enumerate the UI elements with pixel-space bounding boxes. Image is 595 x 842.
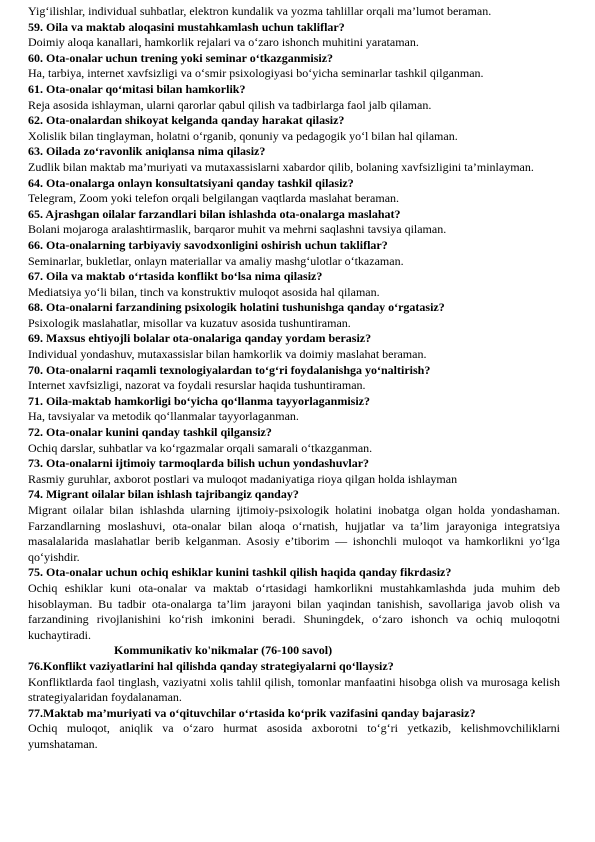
answer-paragraph: Ochiq muloqot, aniqlik va o‘zaro hurmat asosida axborotni to‘g‘ri yetkazib, kelishmovchiliklarni yumshataman. [28,721,560,751]
question-heading: 65. Ajrashgan oilalar farzandlari bilan ishlashda ota-onalarga maslahat? [28,206,401,221]
answer-paragraph: Ha, tavsiyalar va metodik qo‘llanmalar tayyorlaganman. [28,409,299,424]
section-heading: Kommunikativ ko'nikmalar (76-100 savol) [114,643,333,658]
question-heading: 60. Ota-onalar uchun trening yoki seminar o‘tkazganmisiz? [28,50,334,65]
answer-paragraph: Ochiq darslar, suhbatlar va ko‘rgazmalar orqali samarali o‘tkazganman. [28,440,373,455]
answer-paragraph: Ha, tarbiya, internet xavfsizligi va o‘smir psixologiyasi bo‘yicha seminarlar tashkil qilganman. [28,66,484,81]
answer-paragraph: Konfliktlarda faol tinglash, vaziyatni xolis tahlil qilish, tomonlar manfaatini hisobga olish va murosaga kelish strategiyalaridan foydalanaman. [28,674,560,705]
answer-paragraph: Rasmiy guruhlar, axborot postlari va muloqot madaniyatiga rioya qilgan holda ishlayman [28,471,458,486]
answer-paragraph: Individual yondashuv, mutaxassislar bilan hamkorlik va doimiy maslahat beraman. [28,347,427,362]
answer-paragraph: Reja asosida ishlayman, ularni qarorlar qabul qilish va tadbirlarga faol jalb qilaman. [28,97,432,112]
question-heading: 77.Maktab ma’muriyati va o‘qituvchilar o‘rtasida ko‘prik vazifasini qanday bajarasiz? [28,705,476,720]
answer-paragraph: Yig‘ilishlar, individual suhbatlar, elektron kundalik va yozma tahlillar orqali ma’lumot beraman. [28,4,492,18]
document-page [28,4,560,753]
question-heading: 73. Ota-onalarni ijtimoiy tarmoqlarda bilish uchun yondashuvlar? [28,456,370,471]
answer-paragraph: Xolislik bilan tinglayman, holatni o‘rganib, qonuniy va pedagogik yo‘l bilan hal qilaman. [28,128,458,143]
question-heading: 59. Oila va maktab aloqasini mustahkamlash uchun takliflar? [28,19,345,34]
answer-paragraph: Ochiq eshiklar kuni ota-onalar va maktab o‘rtasidagi hamkorlikni mustahkamlashda juda muhim deb hisoblayman. Bu tadbir ota-onalarga ta’lim jarayoni bilan yaqindan tanishish, savollariga javob olish va farzandining rivojlanishini ko‘rish imkonini beradi. Shuningdek, o‘zaro ishonch va ochiq muloqotni kuchaytiradi. [28,580,560,642]
question-heading: 72. Ota-onalar kunini qanday tashkil qilgansiz? [28,425,272,440]
question-heading: 62. Ota-onalardan shikoyat kelganda qanday harakat qilasiz? [28,113,345,128]
answer-paragraph: Bolani mojaroga aralashtirmaslik, barqaror muhit va mehrni saqlashni tavsiya qilaman. [28,222,447,237]
question-heading: 63. Oilada zo‘ravonlik aniqlansa nima qilasiz? [28,144,266,159]
question-heading: 74. Migrant oilalar bilan ishlash tajribangiz qanday? [28,487,299,502]
question-heading: 66. Ota-onalarning tarbiyaviy savodxonligini oshirish uchun takliflar? [28,237,388,252]
answer-paragraph: Telegram, Zoom yoki telefon orqali belgilangan vaqtlarda maslahat beraman. [28,191,400,206]
question-heading: 75. Ota-onalar uchun ochiq eshiklar kunini tashkil qilish haqida qanday fikrdasiz? [28,565,452,580]
question-heading: 68. Ota-onalarni farzandining psixologik holatini tushunishga qanday o‘rgatasiz? [28,300,445,315]
question-heading: 67. Oila va maktab o‘rtasida konflikt bo‘lsa nima qilasiz? [28,269,323,284]
question-heading: 70. Ota-onalarni raqamli texnologiyalardan to‘g‘ri foydalanishga yo‘naltirish? [28,362,431,377]
answer-paragraph: Seminarlar, bukletlar, onlayn materiallar va amaliy mashg‘ulotlar o‘tkazaman. [28,253,404,268]
answer-paragraph: Doimiy aloqa kanallari, hamkorlik rejalari va o‘zaro ishonch muhitini yarataman. [28,35,419,50]
answer-paragraph: Migrant oilalar bilan ishlashda ularning ijtimoiy-psixologik holatini inobatga olgan holda yondashaman. Farzandlarning moslashuvi, ota-onalar bilan aloqa o‘rnatish, hujjatlar va ta’lim jarayoniga integratsiya masalalarida maslahatlar berib kelganman. Asosiy e’tiborim — ishonchli muloqot va hamkorlikni yo‘lga qo‘yishdir. [28,503,560,564]
answer-paragraph: Mediatsiya yo‘li bilan, tinch va konstruktiv muloqot asosida hal qilaman. [28,284,380,299]
question-heading: 71. Oila-maktab hamkorligi bo‘yicha qo‘llanma tayyorlaganmisiz? [28,393,371,408]
question-heading: 64. Ota-onalarga onlayn konsultatsiyani qanday tashkil qilasiz? [28,175,354,190]
question-heading: 69. Maxsus ehtiyojli bolalar ota-onalariga qanday yordam berasiz? [28,331,372,346]
question-heading: 61. Ota-onalar qo‘mitasi bilan hamkorlik? [28,81,246,96]
question-heading: 76.Konflikt vaziyatlarini hal qilishda qanday strategiyalarni qo‘llaysiz? [28,658,394,673]
answer-paragraph: Internet xavfsizligi, nazorat va foydali resurslar haqida tushuntiraman. [28,378,366,393]
answer-paragraph: Zudlik bilan maktab ma’muriyati va mutaxassislarni xabardor qilib, bolaning xavfsizligini ta’minlayman. [28,159,534,174]
answer-paragraph: Psixologik maslahatlar, misollar va kuzatuv asosida tushuntiraman. [28,315,351,330]
